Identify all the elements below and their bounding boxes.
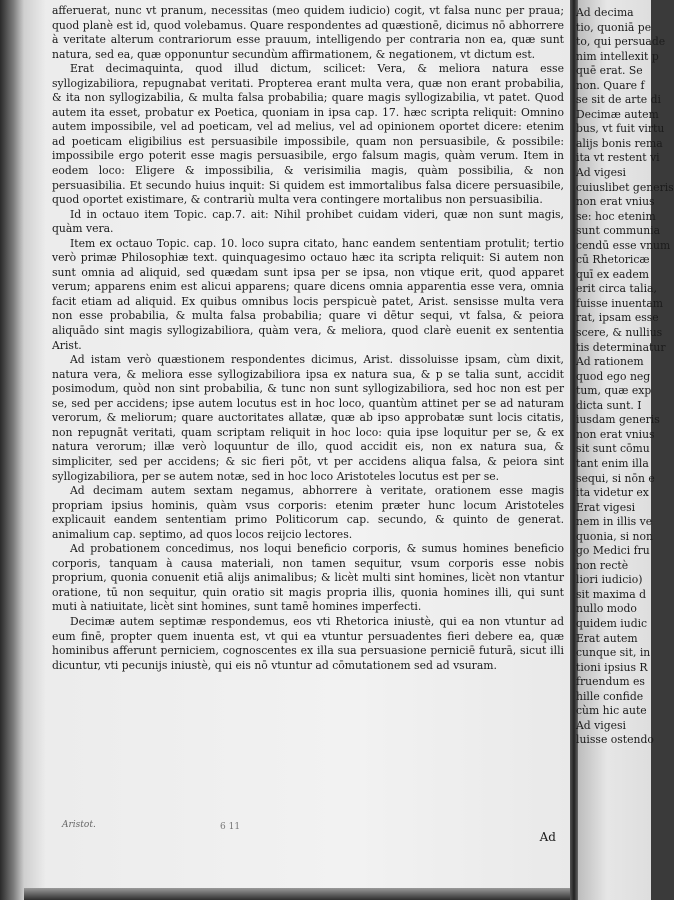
facing-page-line: non erat vnius: [576, 427, 655, 441]
facing-page-line: cùm hic aute: [576, 704, 647, 718]
facing-page-line: cū Rhetoricæ: [576, 253, 650, 267]
facing-page-line: Ad vigesi: [576, 718, 626, 732]
facing-page-line: Ad rationem: [576, 355, 644, 369]
facing-page-line: tis determinatur: [576, 340, 666, 354]
facing-page-line: Erat vigesi: [576, 500, 636, 514]
facing-page-line: nem in illis ve: [576, 515, 653, 529]
facing-page-line: Decimæ autem: [576, 107, 659, 121]
facing-page-line: cunque sit, in: [576, 646, 651, 660]
facing-page-line: go Medici fru: [576, 544, 650, 558]
facing-page-line: non. Quare f: [576, 78, 645, 92]
paragraph-5: Ad istam verò quæstionem respondentes dicimus, Arist. dissoluisse ipsam, cùm dixit, natura vera, & meliora esse syllogizabiliora ipsa ex natura sua, & p se talia sunt, accidit posimodum, quòd non sint probabilia, & tunc non sunt syllogizabiliora, sed hoc non est per se, sed per accidens; ipse autem locutus est in hoc loco, quantùm attinet per se ad naturam verorum, & meliorum; quare auctoritates allatæ, quæ ab ipso approbatæ sunt locis citatis, non repugnāt veritati, quam scriptam reliquit in hoc loco: quia ipse loquitur per se, & ex natura verorum; illæ verò loquuntur de illo, quod accidit eis, non ex natura sua, & simpliciter, sed per accidens; & sic fieri pōt, vt per accidens aliqua falsa, & peiora sint syllogizabiliora, per se autem notæ, sed in hoc loco Aristoteles locutus est per se.: [52, 353, 564, 483]
facing-page-line: scere, & nullius: [576, 326, 663, 340]
facing-page-line: tioni ipsius R: [576, 660, 648, 674]
facing-page-line: liori iudicio): [576, 573, 643, 587]
facing-page-line: quē erat. Se: [576, 64, 643, 78]
facing-page-line: quod ego neg: [576, 369, 651, 383]
page-bottom-shadow: [24, 888, 570, 900]
facing-page-line: cendū esse vnum: [576, 238, 671, 252]
facing-page-line: quidem iudic: [576, 616, 648, 630]
facing-page-line: ita videtur ex: [576, 486, 649, 500]
paragraph-4: Item ex octauo Topic. cap. 10. loco supra citato, hanc eandem sententiam protulit; tertio verò primæ Philosophiæ text. quinquagesimo octauo hæc ita scripta reliquit: Si autem non sunt omnia ad aliquid, sed quædam sunt ipsa per se ipsa, non vtique erit, quod apparet verum; apparens enim est alicui apparens; quare dicens omnia apparentia esse vera, omnia facit etiam ad aliquid. Ex quibus omnibus locis perspicuè patet, Arist. sensisse multa vera non esse probabilia, & multa falsa probabilia; quare vi dētur sequi, vt falsa, & peiora aliquādo sint magis syllogizabiliora, quàm vera, & meliora, quod clarè euenit ex sententia Arist.: [52, 236, 564, 352]
paragraph-7: Ad probationem concedimus, nos loqui beneficio corporis, & sumus homines beneficio corporis, tanquam à causa materiali, non tamen sequitur, vsum corporis esse nobis proprium, quonia conuenit etiā alijs animalibus; & licèt multi sint homines, licèt non vtantur oratione, tū non sequitur, quin oratio sit magis propria illis, quonia homines illi, qui sunt muti à natiuitate, licèt sint homines, sunt tamē homines imperfecti.: [52, 542, 564, 614]
facing-page-line: hille confide: [576, 689, 644, 703]
facing-page-line: Erat autem: [576, 631, 638, 645]
facing-page-line: fuisse inuentam: [576, 296, 664, 310]
facing-page-line: nim intellexit p: [576, 49, 659, 63]
catchword: Ad: [539, 830, 556, 844]
facing-page-line: quī ex eadem: [576, 267, 650, 281]
facing-page-line: sequi, si nōn e: [576, 471, 655, 485]
facing-page-line: bus, vt fuit virtu: [576, 122, 665, 136]
facing-page-line: sit sunt cōmu: [576, 442, 650, 456]
page-footer: [24, 816, 570, 846]
paragraph-1: afferuerat, nunc vt pranum, necessitas (meo quidem iudicio) cogit, vt falsa nunc per praua; quod planè est id, quod volebamus. Quare respondentes ad quæstionē, dicimus nō abhorrere à veritate alterum contrariorum esse prauum, intelligendo per contraria non ea, quæ sunt natura, sed ea, quæ opponuntur secundùm affirmationem, & negationem, vt dictum est.: [52, 4, 564, 61]
paragraph-2: Erat decimaquinta, quod illud dictum, scilicet: Vera, & meliora natura esse syllogizabiliora, repugnabat veritati. Propterea erant multa vera, quæ non erant probabilia, & ita non syllogizabilia, & multa falsa probabilia; quare magis syllogizabilia, vt patet. Quod autem ita esset, probatur ex Poetica, quoniam in ipsa cap. 17. hæc scripta reliquit: Omnino autem impossibile, vel ad poeticam, vel ad melius, vel ad opinionem oportet dicere: etenim ad poeticam eligibilius est persuasibile impossibile, quam non persuasibile, & possibile: impossibile ergo poterit esse magis persuasibile, ergo falsum magis, quàm verum. Item in eodem loco: Eligere & impossibilia, & verisimilia magis, quàm possibilia, & non persuasibilia. Et secundo huius inquit: Si quidem est immortalibus falsa dicere persuasibile, quod oportet existimare, & contrariù multa vera contingere mortalibus non persuasibilia.: [52, 62, 564, 207]
facing-page: [576, 0, 674, 900]
facing-page-line: sit maxima d: [576, 587, 647, 601]
facing-page-line: alijs bonis rema: [576, 136, 663, 150]
folio-mark: 6 11: [220, 822, 241, 832]
facing-page-line: rat, ipsam esse: [576, 311, 659, 325]
facing-page-line: erit circa talia,: [576, 282, 657, 296]
facing-page-line: se sit de arte di: [576, 93, 661, 107]
facing-page-line: to, qui persuade: [576, 35, 666, 49]
main-page: [24, 0, 570, 890]
facing-page-line: tant enim illa: [576, 456, 649, 470]
facing-page-line: ita vt restent vi: [576, 151, 660, 165]
signature-mark: Aristot.: [62, 820, 96, 830]
facing-page-line: fruendum es: [576, 675, 645, 689]
facing-page-text: [576, 6, 674, 748]
left-page-edge: [0, 0, 24, 900]
facing-page-line: Ad vigesi: [576, 166, 626, 180]
facing-page-line: non rectè: [576, 558, 629, 572]
facing-page-line: dicta sunt. I: [576, 398, 642, 412]
facing-page-line: tio, quoniā pe: [576, 20, 652, 34]
facing-page-line: Ad decima: [576, 6, 634, 19]
facing-page-line: se: hoc etenim: [576, 209, 656, 223]
facing-page-line: sunt communia: [576, 224, 661, 238]
facing-page-line: quonia, si non: [576, 529, 653, 543]
facing-page-line: tum, quæ exp: [576, 384, 652, 398]
facing-page-line: non erat vnius: [576, 195, 655, 209]
paragraph-3: Id in octauo item Topic. cap.7. ait: Nihil prohibet cuidam videri, quæ non sunt magis, quàm vera.: [52, 207, 564, 236]
facing-page-line: nullo modo: [576, 602, 637, 616]
facing-page-line: iusdam generis: [576, 413, 660, 427]
facing-page-line: cuiuslibet generis: [576, 180, 674, 194]
paragraph-8: Decimæ autem septimæ respondemus, eos vti Rhetorica iniustè, qui ea non vtuntur ad eum finē, propter quem inuenta est, vt qui ea vtuntur persuadentes fieri debere ea, quæ hominibus afferunt perniciem, cognoscentes ex illa sua persuasione perniciē futurā, sicut illi dicuntur, vti pecunijs iniustè, qui eis nō vtuntur ad cōmutationem sed ad vsuram.: [52, 614, 564, 672]
paragraph-6: Ad decimam autem sextam negamus, abhorrere à veritate, orationem esse magis propriam ipsius hominis, quàm vsus corporis: etenim præter hunc locum Aristoteles explicauit eandem sententiam primo Politicorum cap. secundo, & quinto de generat. animalium cap. septimo, ad quos locos reijcio lectores.: [52, 484, 564, 541]
facing-page-line: luisse ostendo: [576, 733, 654, 747]
main-text-block: [52, 4, 564, 673]
